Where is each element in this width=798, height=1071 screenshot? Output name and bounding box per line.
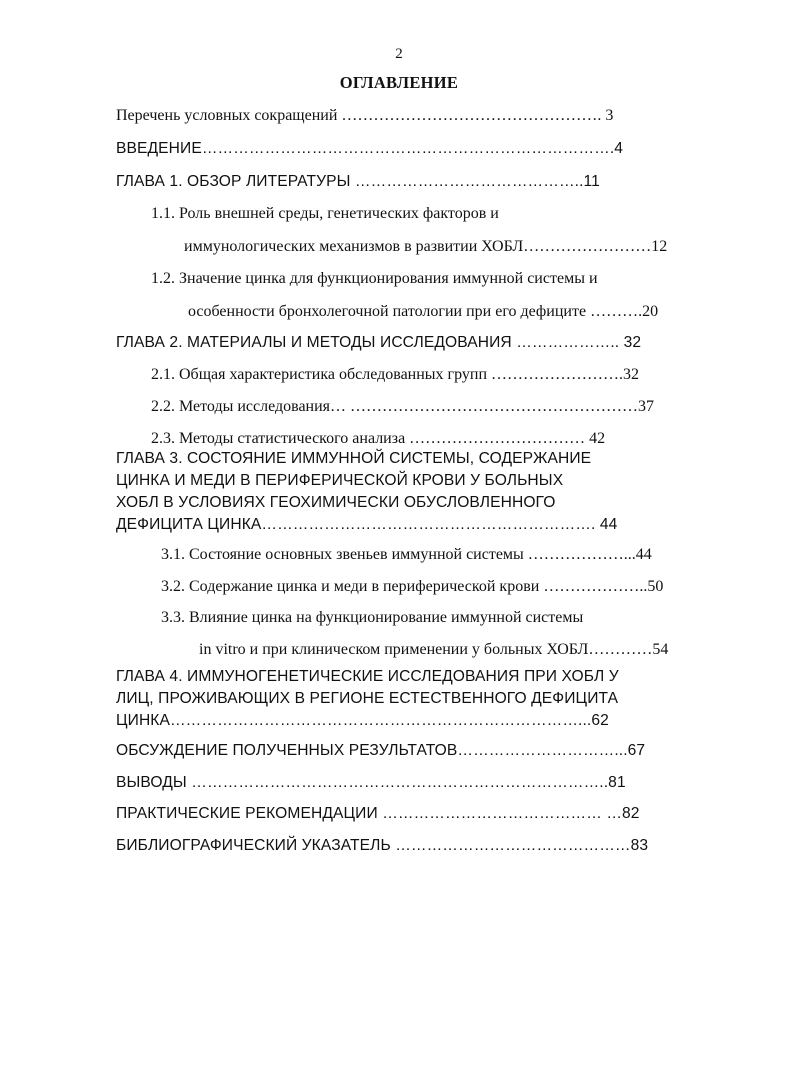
toc-entry-chapter-3: ГЛАВА 3. СОСТОЯНИЕ ИММУННОЙ СИСТЕМЫ, СОДЕРЖАНИЕ xyxy=(116,450,592,467)
page-title: ОГЛАВЛЕНИЕ xyxy=(339,73,459,92)
toc-entry-practical-recommendations: ПРАКТИЧЕСКИЕ РЕКОМЕНДАЦИИ …………………………………… …82 xyxy=(116,805,640,822)
toc-entry-section-2-1: 2.1. Общая характеристика обследованных групп …………………….32 xyxy=(151,366,640,383)
toc-entry-discussion: ОБСУЖДЕНИЕ ПОЛУЧЕННЫХ РЕЗУЛЬТАТОВ…………………………...67 xyxy=(116,742,646,759)
toc-entry-section-3-3: 3.3. Влияние цинка на функционирование иммунной системы xyxy=(161,609,584,626)
toc-entry-chapter-2: ГЛАВА 2. МАТЕРИАЛЫ И МЕТОДЫ ИССЛЕДОВАНИЯ ……………….. 32 xyxy=(116,334,642,351)
toc-entry-conclusions: ВЫВОДЫ ……………………………………………………………………..81 xyxy=(116,774,626,791)
toc-entry-abbreviations: Перечень условных сокращений …………………………………………. 3 xyxy=(116,107,614,124)
toc-entry-section-2-3: 2.3. Методы статистического анализа …………………………… 42 xyxy=(151,430,606,447)
toc-entry-section-3-1: 3.1. Состояние основных звеньев иммунной системы ………………...44 xyxy=(161,546,652,563)
toc-entry-bibliography: БИБЛИОГРАФИЧЕСКИЙ УКАЗАТЕЛЬ ………………………………………83 xyxy=(116,837,649,854)
toc-entry-chapter-4: ГЛАВА 4. ИММУНОГЕНЕТИЧЕСКИЕ ИССЛЕДОВАНИЯ ПРИ ХОБЛ У xyxy=(116,668,619,685)
toc-entry-chapter-3-line-2: ЦИНКА И МЕДИ В ПЕРИФЕРИЧЕСКОЙ КРОВИ У БОЛЬНЫХ xyxy=(116,472,564,489)
toc-entry-section-1-1-cont: иммунологических механизмов в развитии ХОБЛ……………………12 xyxy=(184,238,668,255)
toc-entry-section-1-2: 1.2. Значение цинка для функционирования иммунной системы и xyxy=(151,270,598,287)
toc-entry-section-3-2: 3.2. Содержание цинка и меди в периферической крови ………………..50 xyxy=(161,578,664,595)
toc-entry-introduction: ВВЕДЕНИЕ…………………………………………………………………….4 xyxy=(116,140,624,157)
toc-entry-chapter-3-line-3: ХОБЛ В УСЛОВИЯХ ГЕОХИМИЧЕСКИ ОБУСЛОВЛЕННОГО xyxy=(116,494,556,511)
toc-entry-chapter-3-line-4: ДЕФИЦИТА ЦИНКА………………………………………………………. 44 xyxy=(116,516,618,533)
toc-entry-chapter-4-line-2: ЛИЦ, ПРОЖИВАЮЩИХ В РЕГИОНЕ ЕСТЕСТВЕННОГО ДЕФИЦИТА xyxy=(116,690,619,707)
toc-entry-chapter-4-line-3: ЦИНКА……………………………………………………………………...62 xyxy=(116,712,609,729)
toc-entry-section-1-2-cont: особенности бронхолегочной патологии при его дефиците ……….20 xyxy=(188,303,659,320)
toc-entry-section-3-3-cont: in vitro и при клиническом применении у больных ХОБЛ…………54 xyxy=(199,641,669,658)
toc-entry-section-2-2: 2.2. Методы исследования… ………………………………………………37 xyxy=(151,398,655,415)
page-number: 2 xyxy=(395,46,403,62)
toc-entry-chapter-1: ГЛАВА 1. ОБЗОР ЛИТЕРАТУРЫ ……………………………………..11 xyxy=(116,173,600,190)
toc-entry-section-1-1: 1.1. Роль внешней среды, генетических факторов и xyxy=(151,205,499,222)
